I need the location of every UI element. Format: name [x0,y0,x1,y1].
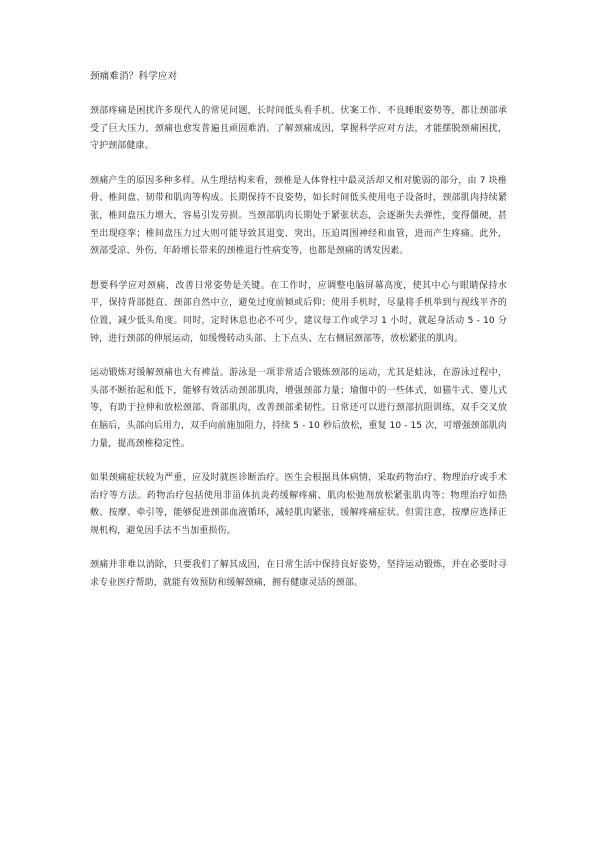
document-title: 颈痛难消？科学应对 [90,71,178,82]
paragraph-posture: 想要科学应对颈痛，改善日常姿势是关键。在工作时，应调整电脑屏幕高度，使其中心与眼睛保持水平，保持背部挺直、颈部自然中立，避免过度前倾或后仰；使用手机时，尽量将手机举到与视线平齐的位置，减少低头角度。同时，定时休息也必不可少，建议每工作或学习 1 小时，就起身活动 5 - 10 分钟，进行颈部的伸展运动，如缓慢转动头部、上下点头、左右侧屈颈部等，放松紧张的肌肉。 [90,280,507,344]
paragraph-intro: 颈部疼痛是困扰许多现代人的常见问题，长时间低头看手机、伏案工作、不良睡眠姿势等，都让颈部承受了巨大压力，颈痛也愈发普遍且顽固难消。了解颈痛成因，掌握科学应对方法，才能摆脱颈痛困扰，守护颈部健康。 [90,106,507,152]
paragraph-treatment: 如果颈痛症状较为严重，应及时就医诊断治疗。医生会根据具体病情，采取药物治疗、物理治疗或手术治疗等方法。药物治疗包括使用非甾体抗炎药缓解疼痛、肌肉松弛剂放松紧张肌肉等；物理治疗如热敷、按摩、牵引等，能够促进颈部血液循环，减轻肌肉紧张，缓解疼痛症状。但需注意，按摩应选择正规机构，避免因手法不当加重损伤。 [90,473,507,536]
paragraph-causes: 颈痛产生的原因多种多样。从生理结构来看，颈椎是人体脊柱中最灵活却又相对脆弱的部分，由 7 块椎骨、椎间盘、韧带和肌肉等构成。长期保持不良姿势，如长时间低头使用电子设备时，颈部肌肉持续紧张，椎间盘压力增大，容易引发劳损。当颈部肌肉长期处于紧张状态，会逐渐失去弹性，变得僵硬，甚至出现痉挛；椎间盘压力过大则可能导致其退变、突出，压迫周围神经和血管，进而产生疼痛。此外，颈部受凉、外伤、年龄增长带来的颈椎退行性病变等，也都是颈痛的诱发因素。 [90,175,507,257]
paragraph-conclusion: 颈痛并非难以消除，只要我们了解其成因，在日常生活中保持良好姿势，坚持运动锻炼，并在必要时寻求专业医疗帮助，就能有效预防和缓解颈痛，拥有健康灵活的颈部。 [90,560,507,589]
paragraph-exercise: 运动锻炼对缓解颈痛也大有裨益。游泳是一项非常适合锻炼颈部的运动，尤其是蛙泳，在游泳过程中，头部不断抬起和低下，能够有效活动颈部肌肉，增强颈部力量；瑜伽中的一些体式，如猫牛式、婴儿式等，有助于拉伸和放松颈部、背部肌肉，改善颈部柔韧性。日常还可以进行颈部抗阻训练，双手交叉放在脑后，头部向后用力，双手向前施加阻力，持续 5 - 10 秒后放松，重复 10 - 15 次，可增强颈部肌肉力量，提高颈椎稳定性。 [90,368,507,449]
